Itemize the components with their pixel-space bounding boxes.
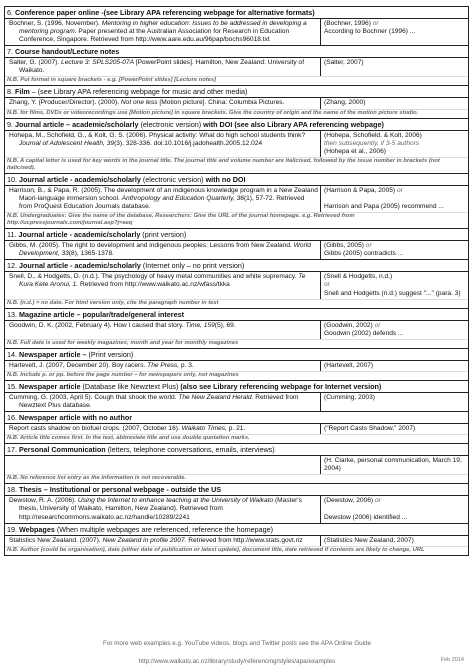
entry-note: N.B. Author (could be organisation), date (either date of publication or latest update), document title, date retrieved if contents are likely to change, URL	[5, 546, 468, 555]
footer-note: For more web examples e.g. YouTube videos, blogs and Twitter posts see the APA Online Guide	[102, 640, 371, 647]
reference-list-example: Dewstow, R. A. (2006). Using the Internet to enhance teaching at the University of Waikato (Master's thesis, University of Waikato, Hamilton, New Zealand). Retrieved from http://researchcommons.waikato.ac.nz/handle/10289/2241	[5, 496, 321, 522]
reference-entry	[4, 6, 469, 45]
entry-heading: 15. Newspaper article (Database like Newztext Plus) (also see Library referencing webpage for Internet version)	[5, 381, 468, 393]
reference-table	[4, 6, 469, 556]
entry-note: N.B. Article title comes first. In the text, abbreviate title and use double quotation marks.	[5, 434, 468, 443]
reference-list-example: Bochner, S. (1996, November). Mentoring in higher education: Issues to be addressed in developing a mentoring program. Paper presented at the Australian Association for Research in Education Conference, Singapore. Retrieved from http://www.aare.edu.au/96pap/bochs96018.txt	[5, 19, 321, 45]
in-text-citation: (Zhang, 2000)	[324, 99, 366, 107]
reference-list-example: Salter, G. (2007). Lecture 3: SPLS205-07A [PowerPoint slides]. Hamilton, New Zealand: University of Waikato.	[5, 58, 321, 76]
entry-heading: 10. Journal article - academic/scholarly (electronic version) with no DOI	[5, 174, 468, 186]
entry-heading: 8. Film – (see Library APA referencing webpage for music and other media)	[5, 86, 468, 98]
in-text-citation: (Hohepa, Schofield, & Kolt, 2006) then subsequently, if 3-5 authors (Hohepa et al., 2006)	[324, 131, 422, 155]
in-text-citation: (Hartevelt, 2007)	[324, 361, 374, 369]
reference-list-example: Gibbs, M. (2005). The right to development and indigenous peoples: Lessons from New Zealand. World Development, 33(8), 1365-1378.	[5, 241, 321, 259]
in-text-citation: (Bochner, 1996) or According to Bochner (1996) ...	[324, 20, 416, 36]
reference-entry	[4, 523, 469, 556]
reference-list-example	[5, 456, 321, 474]
reference-entry	[4, 348, 469, 380]
in-text-citation: (Harrison & Papa, 2005) or Harrison and Papa (2005) recommend ...	[324, 186, 444, 211]
reference-list-example: Hohepa, M., Schofield, G., & Kolt, G. S. (2006). Physical activity: What do high school students think? Journal of Adolescent Health, 39(3), 328-336. doi:10.1016/j.jadohealth.2005.12.024	[5, 131, 321, 157]
reference-list-example: Cumming, G. (2003, April 5). Cough that shook the world. The New Zealand Herald. Retrieved from Newztext Plus database.	[5, 393, 321, 411]
in-text-citation: (Salter, 2007)	[324, 59, 364, 67]
reference-entry	[4, 443, 469, 483]
reference-list-example: Statistics New Zealand. (2007). New Zealand in profile 2007. Retrieved from http://www.stats.govt.nz	[5, 536, 321, 546]
entry-note: N.B. Include p. or pp. before the page number – for newspapers only, not magazines	[5, 371, 468, 380]
reference-entry	[4, 118, 469, 173]
reference-list-example: Snell, D., & Hodgetts, D. (n.d.). The psychology of heavy metal communities and white supremacy. Te Kura Kete Aronui, 1. Retrieved from http://www.waikato.ac.nz/wfass/tkka	[5, 272, 321, 298]
entry-note: N.B. for films, DVDs or videorecordings use [Motion picture] in square brackets. Give the country of origin and the name of the motion picture studio.	[5, 109, 468, 118]
entry-heading: 17. Personal Communication (letters, telephone conversations, emails, interviews)	[5, 444, 468, 456]
reference-list-example: Zhang, Y. (Producer/Director). (2000). Not one less [Motion picture]. China: Columbia Pictures.	[5, 98, 321, 108]
in-text-citation: (H. Clarke, personal communication, March 19, 2004)	[324, 457, 462, 473]
reference-list-example: Hartevelt, J. (2007, December 20). Boy racers. The Press, p. 3.	[5, 361, 321, 371]
entry-note: N.B. A capital letter is used for key words in the journal title. The journal title and volume number are italicised, followed by the issue number in brackets (not italicised).	[5, 157, 468, 173]
reference-list-example: Report casts shadow on biofuel crops. (2007, October 16). Waikato Times, p. 21.	[5, 424, 321, 434]
entry-heading: 9. Journal article – academic/scholarly (electronic version) with DOI (see also Library APA referencing webpage)	[5, 119, 468, 131]
reference-list-example: Goodwin, D. K. (2002, February 4). How I caused that story. Time, 159(5), 69.	[5, 321, 321, 339]
in-text-citation: ("Report Casts Shadow," 2007)	[324, 425, 416, 433]
entry-heading: 13. Magazine article – popular/trade/general interest	[5, 309, 468, 321]
reference-entry	[4, 85, 469, 117]
in-text-citation: (Goodwin, 2002) or Goodwin (2002) defends ...	[324, 321, 404, 337]
reference-entry	[4, 411, 469, 443]
entry-note: N.B. No reference list entry as the information is not recoverable.	[5, 474, 468, 483]
entry-note: N.B. (n.d.) = no date. For html version only, cite the paragraph number in text	[5, 299, 468, 308]
entry-heading: 14. Newspaper article – (Print version)	[5, 349, 468, 361]
entry-note: N.B. Full date is used for weekly magazines; month and year for monthly magazines	[5, 339, 468, 348]
entry-heading: 6. Conference paper online -(see Library APA referencing webpage for alternative formats)	[5, 7, 468, 19]
footer-date: Feb 2014	[440, 657, 464, 663]
in-text-citation: (Statistics New Zealand, 2007)	[324, 536, 414, 544]
reference-entry	[4, 380, 469, 411]
reference-entry	[4, 308, 469, 348]
footer-url[interactable]: http://www.waikato.ac.nz/library/study/referencing/styles/apa/examples	[138, 658, 336, 665]
reference-entry	[4, 228, 469, 259]
entry-heading: 11. Journal article - academic/scholarly (print version)	[5, 229, 468, 241]
entry-note: N.B. Put format in square brackets - e.g. [PowerPoint slides] [Lecture notes]	[5, 76, 468, 85]
in-text-citation: (Gibbs, 2005) or Gibbs (2005) contradicts ...	[324, 242, 404, 258]
in-text-citation: (Cumming, 2003)	[324, 393, 375, 401]
entry-heading: 16. Newspaper article with no author	[5, 412, 468, 424]
reference-entry	[4, 259, 469, 307]
in-text-citation: (Dewstow, 2006) or Dewstow (2006) identified ...	[324, 497, 408, 521]
in-text-citation: (Snell & Hodgetts, n.d.) or Snell and Hodgetts (n.d.) suggest "..." (para. 3)	[324, 273, 461, 297]
reference-list-example: Harrison, B., & Papa, R. (2005). The development of an indigenous knowledge program in a New Zealand Maori-language immersion school. Anthropology and Education Quarterly, 36(1), 57-72. Retrieved from ProQuest Education Journals database.	[5, 186, 321, 212]
reference-entry	[4, 483, 469, 522]
entry-note: N.B. Undergraduates: Give the name of the database. Researchers: Give the URL of the journal homepage. e.g. Retrieved from http://ucpressjournals.com/journal.asp?j=aeq	[5, 212, 468, 228]
reference-entry	[4, 173, 469, 228]
entry-heading: 7. Course handout/Lecture notes	[5, 46, 468, 58]
entry-heading: 12. Journal article - academic/scholarly (Internet only – no print version)	[5, 260, 468, 272]
entry-heading: 18. Thesis – Institutional or personal webpage - outside the US	[5, 484, 468, 496]
entry-heading: 19. Webpages (When multiple webpages are referenced, reference the homepage)	[5, 524, 468, 536]
reference-entry	[4, 45, 469, 85]
